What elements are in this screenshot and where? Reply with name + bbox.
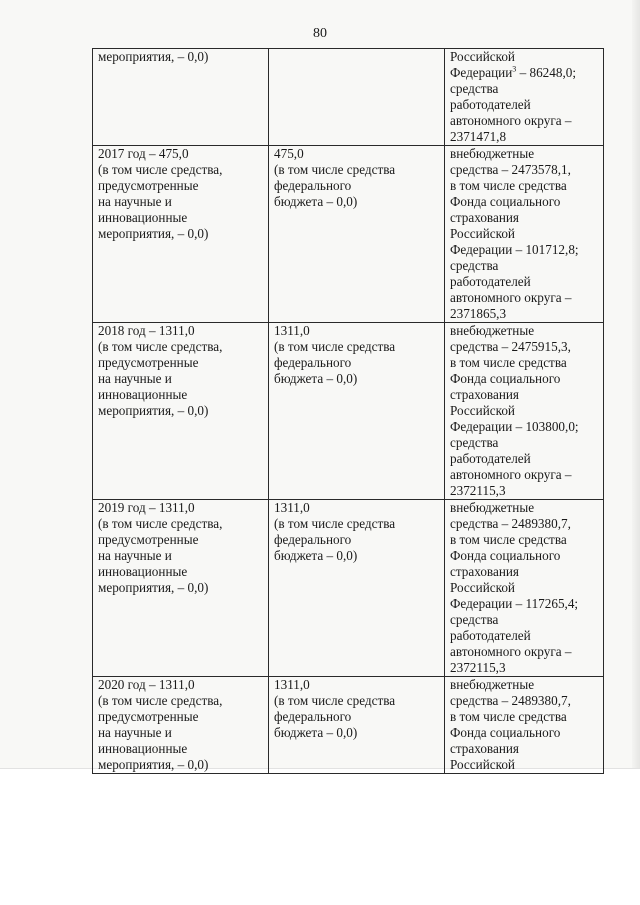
cell-line: внебюджетные xyxy=(450,677,535,692)
cell-line: (в том числе средства xyxy=(274,339,396,354)
table-row xyxy=(93,677,604,774)
cell-line: 2371471,8 xyxy=(450,129,507,144)
cell-line: в том числе средства xyxy=(450,178,567,193)
cell-line: 2372115,3 xyxy=(450,483,506,498)
cell-line: работодателей xyxy=(450,451,531,466)
cell-line: Российской xyxy=(450,757,515,772)
cell-line: средства – 2475915,3, xyxy=(450,339,571,354)
cell-line: средства xyxy=(450,258,499,273)
federal-budget-cell xyxy=(269,49,445,146)
cell-line: федерального xyxy=(274,178,352,193)
cell-line: 2372115,3 xyxy=(450,660,506,675)
cell-line: мероприятия, – 0,0) xyxy=(98,757,209,772)
cell-line: (в том числе средства, xyxy=(98,516,223,531)
cell-line: страхования xyxy=(450,387,519,402)
cell-line: автономного округа – xyxy=(450,290,572,305)
cell-line: инновационные xyxy=(98,564,188,579)
extrabudgetary-cell xyxy=(445,323,604,500)
cell-line: федерального xyxy=(274,532,352,547)
cell-line: в том числе средства xyxy=(450,355,567,370)
cell-line: Федерации – 117265,4; xyxy=(450,596,579,611)
cell-line: мероприятия, – 0,0) xyxy=(98,226,209,241)
cell-line: бюджета – 0,0) xyxy=(274,548,358,563)
cell-line: (в том числе средства, xyxy=(98,339,223,354)
cell-line: автономного округа – xyxy=(450,113,572,128)
cell-line: на научные и xyxy=(98,194,172,209)
cell-line: бюджета – 0,0) xyxy=(274,371,358,386)
cell-line: 2019 год – 1311,0 xyxy=(98,500,195,515)
year-cell xyxy=(93,677,269,774)
cell-line: предусмотренные xyxy=(98,532,199,547)
cell-line-text: Федерации xyxy=(450,65,513,80)
cell-line: средства – 2489380,7, xyxy=(450,693,571,708)
cell-line: инновационные xyxy=(98,387,188,402)
cell-line: средства xyxy=(450,81,499,96)
extrabudgetary-cell xyxy=(445,500,604,677)
cell-line: 2018 год – 1311,0 xyxy=(98,323,195,338)
cell-line: федерального xyxy=(274,355,352,370)
footnote-marker: 3 xyxy=(512,64,517,74)
year-cell xyxy=(93,500,269,677)
cell-line: Российской xyxy=(450,403,515,418)
cell-line: (в том числе средства, xyxy=(98,162,223,177)
table-row xyxy=(93,49,604,146)
federal-budget-cell xyxy=(269,146,445,323)
cell-line: мероприятия, – 0,0) xyxy=(98,49,209,64)
cell-line: инновационные xyxy=(98,741,188,756)
cell-line: внебюджетные xyxy=(450,146,535,161)
cell-line: (в том числе средства xyxy=(274,162,396,177)
cell-line: Федерации – 103800,0; xyxy=(450,419,579,434)
cell-line: внебюджетные xyxy=(450,323,535,338)
cell-line: 2017 год – 475,0 xyxy=(98,146,189,161)
year-cell xyxy=(93,146,269,323)
cell-line: на научные и xyxy=(98,548,172,563)
cell-line: страхования xyxy=(450,741,519,756)
cell-line: Российской xyxy=(450,49,515,64)
cell-line-with-footnote xyxy=(450,65,600,81)
cell-line: работодателей xyxy=(450,97,531,112)
cell-line: (в том числе средства, xyxy=(98,693,223,708)
cell-line: Российской xyxy=(450,580,515,595)
federal-budget-cell xyxy=(269,500,445,677)
cell-line: Федерации – 101712,8; xyxy=(450,242,579,257)
cell-line: автономного округа – xyxy=(450,467,572,482)
year-cell xyxy=(93,49,269,146)
cell-line: работодателей xyxy=(450,628,531,643)
cell-line: страхования xyxy=(450,210,519,225)
cell-line: Фонда социального xyxy=(450,194,561,209)
cell-line: Фонда социального xyxy=(450,548,561,563)
table-row xyxy=(93,323,604,500)
cell-line: 1311,0 xyxy=(274,500,310,515)
cell-line: мероприятия, – 0,0) xyxy=(98,403,209,418)
cell-line: внебюджетные xyxy=(450,500,535,515)
cell-line: страхования xyxy=(450,564,519,579)
cell-line: средства – 2489380,7, xyxy=(450,516,571,531)
cell-line: автономного округа – xyxy=(450,644,572,659)
page-number: 80 xyxy=(313,26,327,41)
table-row xyxy=(93,146,604,323)
cell-line: 1311,0 xyxy=(274,323,310,338)
cell-line: средства xyxy=(450,435,499,450)
cell-line: бюджета – 0,0) xyxy=(274,725,358,740)
cell-line: средства – 2473578,1, xyxy=(450,162,571,177)
federal-budget-cell xyxy=(269,677,445,774)
cell-line-text: – 86248,0; xyxy=(519,65,576,80)
federal-budget-cell xyxy=(269,323,445,500)
cell-line: 2371865,3 xyxy=(450,306,507,321)
cell-line: на научные и xyxy=(98,725,172,740)
cell-line: Фонда социального xyxy=(450,725,561,740)
funding-table xyxy=(92,48,604,774)
cell-line: 475,0 xyxy=(274,146,304,161)
cell-line: средства xyxy=(450,612,499,627)
extrabudgetary-cell xyxy=(445,677,604,774)
year-cell xyxy=(93,323,269,500)
cell-line: работодателей xyxy=(450,274,531,289)
cell-line: 2020 год – 1311,0 xyxy=(98,677,195,692)
cell-line: федерального xyxy=(274,709,352,724)
cell-line: мероприятия, – 0,0) xyxy=(98,580,209,595)
cell-line: предусмотренные xyxy=(98,709,199,724)
cell-line: на научные и xyxy=(98,371,172,386)
extrabudgetary-cell xyxy=(445,146,604,323)
cell-line: предусмотренные xyxy=(98,178,199,193)
cell-line: инновационные xyxy=(98,210,188,225)
cell-line: Фонда социального xyxy=(450,371,561,386)
scan-edge-shadow xyxy=(632,0,640,768)
cell-line: (в том числе средства xyxy=(274,516,396,531)
cell-line: (в том числе средства xyxy=(274,693,396,708)
cell-line: 1311,0 xyxy=(274,677,310,692)
table-row xyxy=(93,500,604,677)
extrabudgetary-cell xyxy=(445,49,604,146)
cell-line: предусмотренные xyxy=(98,355,199,370)
cell-line: в том числе средства xyxy=(450,709,567,724)
cell-line: бюджета – 0,0) xyxy=(274,194,358,209)
cell-line: Российской xyxy=(450,226,515,241)
cell-line: в том числе средства xyxy=(450,532,567,547)
